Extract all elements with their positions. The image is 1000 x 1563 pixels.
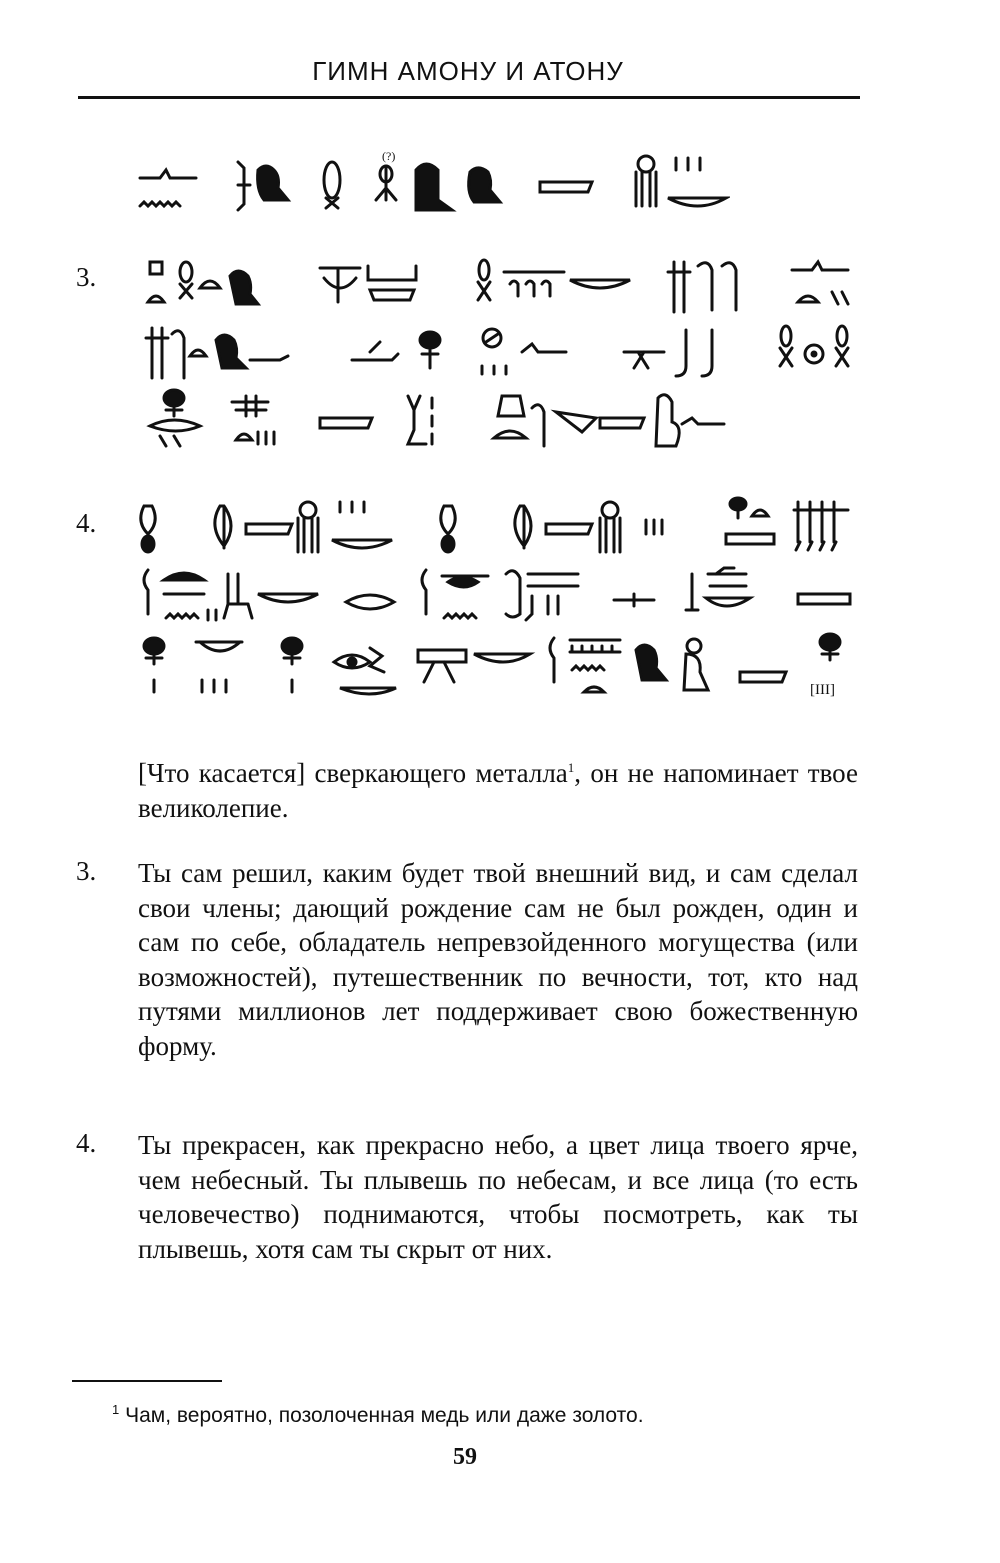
footnote-text: Чам, вероятно, позолоченная медь или даже золото. [125, 1404, 644, 1427]
footnote-marker: 1 [112, 1402, 120, 1417]
continuation-text-end: , он не напоминает твое великолепие. [138, 758, 858, 823]
running-title: ГИМН АМОНУ И АТОНУ [312, 56, 624, 86]
translation-paragraph-continuation [138, 756, 858, 825]
footnote-rule [72, 1380, 222, 1382]
header-rule [78, 96, 860, 99]
verse-3-number: 3. [76, 856, 97, 886]
hieroglyph-line-4 [70, 388, 860, 444]
hieroglyph-line-6 [70, 564, 860, 620]
continuation-text-start: [Что касается] сверкающего металла [138, 758, 568, 788]
hieroglyph-line-7 [70, 632, 870, 698]
page-number: 59 [453, 1444, 477, 1470]
footnote-reference: 1 [567, 760, 575, 775]
hieroglyph-line-2 [70, 256, 860, 312]
hieroglyph-line-3 [70, 322, 860, 378]
verse-3-text: Ты сам решил, каким будет твой внешний вид, и сам сделал свои члены; дающий рождение сам не был рожден, один и сам по себе, обладатель непревзойденного могущества (или возможностей), путешественник по вечности, тот, кто над путями миллионов лет поддерживает свою божественную форму. [138, 858, 858, 1061]
hieroglyph-verse-3-number: 3. [76, 262, 97, 292]
verse-4-number: 4. [76, 1128, 97, 1158]
hieroglyph-line-1 [70, 150, 730, 206]
hieroglyph-verse-4-number: 4. [76, 508, 97, 538]
hieroglyph-line-5 [70, 496, 860, 552]
footnote [112, 1404, 644, 1428]
bracketed-strokes: [III] [810, 682, 835, 698]
verse-4-text: Ты прекрасен, как прекрасно небо, а цвет лица твоего ярче, чем небесный. Ты плывешь по небесам, и все лица (то есть человечество) поднимаются, чтобы посмотреть, как ты плывешь, хотя сам ты скрыт от них. [138, 1130, 858, 1264]
query-mark: (?) [382, 150, 396, 163]
